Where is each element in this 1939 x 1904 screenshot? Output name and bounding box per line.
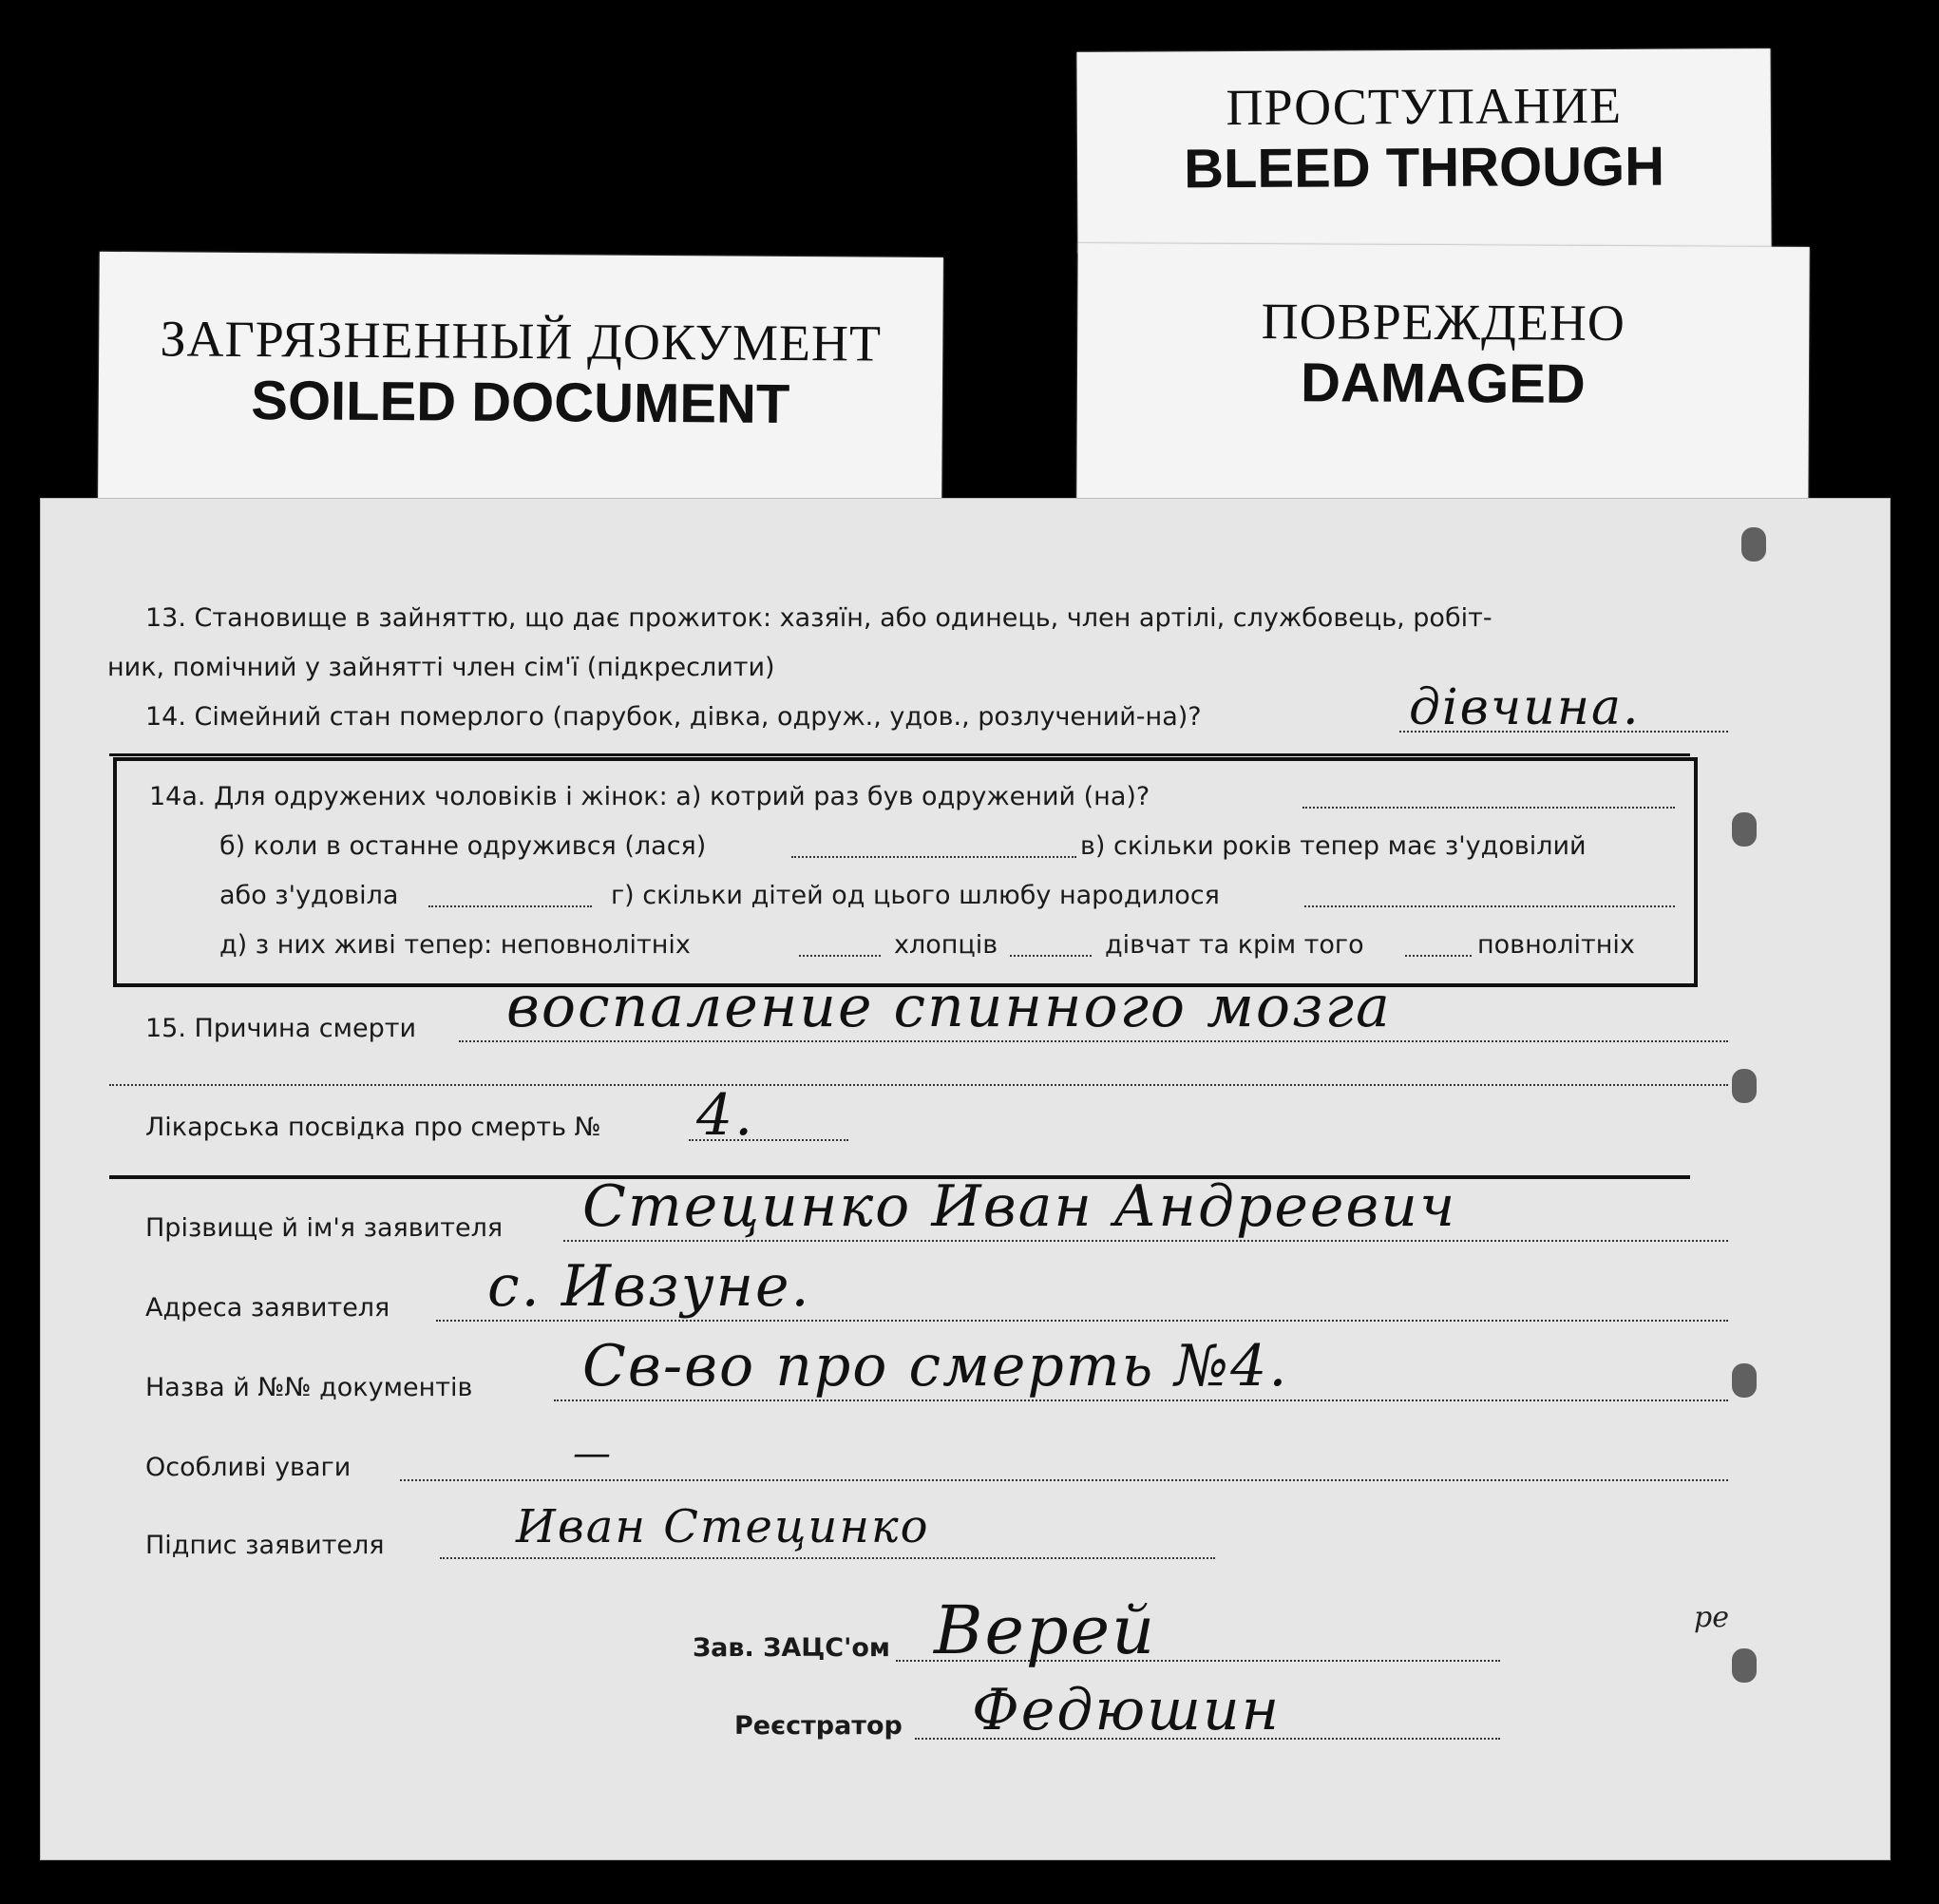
q15-answer: воспаление спинного мозга [506, 974, 1392, 1040]
documents-field [554, 1399, 1728, 1401]
binding-hole [1732, 1648, 1757, 1683]
soiled-document-label [98, 252, 943, 506]
bleed-through-label [1076, 48, 1771, 254]
cert-label: Лікарська посвідка про смерть № [145, 1113, 601, 1142]
q14a-box [113, 757, 1698, 987]
death-record-form [40, 498, 1891, 1860]
q13-line1: 13. Становище в зайняттю, що дає прожиток: хазяїн, або одинець, член артілі, службовець, робіт- [145, 603, 1492, 633]
q14a-g-field [1304, 905, 1675, 907]
q15-field-line [459, 1040, 1728, 1042]
head-label: Зав. ЗАЦС'ом [693, 1633, 890, 1663]
divider [109, 753, 1690, 756]
q14a-line4b: хлопців [894, 930, 998, 960]
damaged-label-en: DAMAGED [1300, 352, 1586, 415]
registrar-signature: Федюшин [972, 1677, 1282, 1743]
q14a-d3-field [1405, 955, 1472, 957]
margin-note: ре [1694, 1601, 1729, 1634]
q14a-d1-field [799, 955, 881, 957]
applicant-address-label: Адреса заявителя [145, 1293, 390, 1323]
binding-hole [1732, 1363, 1757, 1398]
applicant-name-answer: Стецинко Иван Андреевич [582, 1173, 1457, 1240]
q14a-line4c: дівчат та крім того [1105, 930, 1364, 960]
remarks-answer: — [573, 1432, 613, 1476]
cert-answer: 4. [696, 1082, 755, 1149]
signature-label: Підпис заявителя [145, 1531, 385, 1560]
q14a-line2a: б) коли в останне одружився (лася) [219, 831, 707, 861]
registrar-label: Реєстратор [734, 1711, 903, 1741]
q14a-line3b: г) скільки дітей од цього шлюбу народилося [611, 881, 1220, 910]
q14a-line3a: або з'удовіла [219, 881, 399, 910]
binding-hole [1741, 527, 1766, 562]
damaged-label [1076, 243, 1809, 505]
bleed-label-en: BLEED THROUGH [1183, 135, 1665, 200]
q14a-line2b: в) скільки років тепер має з'удовілий [1080, 831, 1587, 861]
q14a-line4d: повнолітніх [1477, 930, 1635, 960]
documents-label: Назва й №№ документів [145, 1373, 473, 1402]
q15-field-line-2 [109, 1084, 1728, 1086]
damaged-label-ru: ПОВРЕЖДЕНО [1261, 292, 1626, 352]
q15-label: 15. Причина смерти [145, 1014, 417, 1043]
binding-hole [1732, 1069, 1757, 1103]
applicant-signature: Иван Стецинко [516, 1500, 930, 1553]
bleed-label-ru: ПРОСТУПАНИЕ [1226, 76, 1623, 137]
q13-line2: ник, помічний у зайнятті член сім'ї (підкреслити) [107, 653, 775, 682]
q14a-d2-field [1010, 955, 1092, 957]
applicant-name-label: Прізвище й ім'я заявителя [145, 1213, 504, 1243]
head-signature: Верей [934, 1591, 1157, 1669]
applicant-address-answer: с. Ивзуне. [487, 1253, 811, 1320]
q14-label: 14. Сімейний стан померлого (парубок, дівка, одруж., удов., розлучений-на)? [145, 702, 1202, 732]
soiled-label-ru: ЗАГРЯЗНЕННЫЙ ДОКУМЕНТ [160, 310, 883, 372]
q14a-b-field [791, 856, 1076, 858]
q14a-a-field [1302, 807, 1675, 809]
q14a-line4a: д) з них живі тепер: неповнолітніх [219, 930, 691, 960]
binding-hole [1732, 812, 1757, 847]
remarks-label: Особливі уваги [145, 1453, 352, 1482]
applicant-name-field [563, 1240, 1728, 1242]
signature-field [440, 1557, 1215, 1559]
q14a-line1: 14а. Для одружених чоловіків і жінок: а) котрий раз був одружений (на)? [149, 782, 1150, 811]
q14a-v-field [428, 905, 592, 907]
remarks-field [400, 1479, 1728, 1481]
documents-answer: Св-во про смерть №4. [582, 1333, 1289, 1399]
q14-answer: дівчина. [1409, 679, 1641, 736]
applicant-address-field [436, 1320, 1728, 1322]
soiled-label-en: SOILED DOCUMENT [251, 370, 790, 435]
